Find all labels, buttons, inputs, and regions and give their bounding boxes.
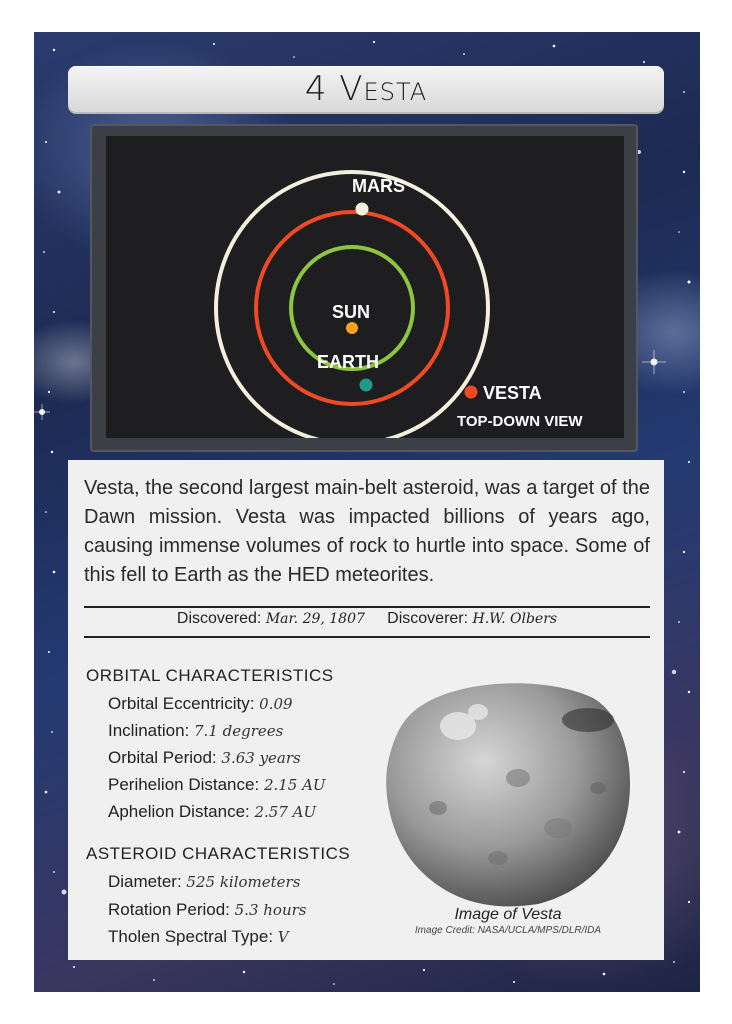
sun-marker [346,322,358,334]
orbital-item-label: Perihelion Distance: [108,775,260,794]
orbit-diagram-svg [106,136,624,438]
asteroid-heading: ASTEROID CHARACTERISTICS [86,844,351,863]
title-bar [68,66,664,112]
trading-card [34,32,700,992]
asteroid-item-label: Rotation Period: [108,900,230,919]
orbital-item [108,721,283,741]
asteroid-item [108,872,300,892]
sun-label: SUN [332,302,371,322]
asteroid-item-label: Diameter: [108,872,182,891]
earth-label: EARTH [317,352,379,372]
discovered-value: Mar. 29, 1807 [265,611,365,627]
mars-label: MARS [352,176,405,196]
view-label: TOP-DOWN VIEW [457,413,583,430]
vesta-label: VESTA [483,383,542,403]
discoverer-value: H.W. Olbers [472,611,558,627]
card-title: 4 Vesta [304,69,428,109]
orbit-diagram [106,136,624,438]
orbital-item [108,694,293,714]
orbital-item-label: Orbital Eccentricity: [108,694,255,713]
vesta-marker [465,386,478,399]
orbital-item-label: Inclination: [108,721,190,740]
image-credit: Image Credit: NASA/UCLA/MPS/DLR/IDA [414,925,602,936]
orbital-item-value: 2.57 AU [254,803,317,821]
discovery-line [84,610,650,628]
image-caption: Image of Vesta [454,906,562,923]
orbital-item-value: 0.09 [259,695,293,713]
asteroid-item-label: Tholen Spectral Type: [108,927,274,946]
orbital-heading: ORBITAL CHARACTERISTICS [86,666,334,685]
info-panel [68,460,664,960]
asteroid-item-value: V [277,928,289,946]
description: Vesta, the second largest main-belt asteroid, was a target of the Dawn mission. Vesta was impacted billions of years ago, causing immense volumes of rock to hurtle into space. Some of this fell to Earth as the HED meteorites. [84,477,650,586]
asteroid-item [108,900,306,920]
discovered-label: Discovered: [176,610,262,627]
orbital-item-value: 2.15 AU [263,776,326,794]
orbital-item-value: 3.63 years [221,749,301,767]
discoverer-label: Discoverer: [387,610,469,627]
orbital-item [108,748,301,768]
mars-marker [356,203,369,216]
vesta-asteroid-image [378,668,636,912]
asteroid-item [108,927,289,947]
orbital-item-label: Orbital Period: [108,748,217,767]
orbital-item-value: 7.1 degrees [194,722,284,740]
orbital-item [108,802,316,822]
asteroid-item-value: 525 kilometers [186,873,301,891]
divider-bottom [84,636,650,638]
asteroid-item-value: 5.3 hours [234,901,307,919]
divider-top [84,606,650,608]
earth-marker [360,379,373,392]
orbital-item-label: Aphelion Distance: [108,802,250,821]
orbital-item [108,775,326,795]
